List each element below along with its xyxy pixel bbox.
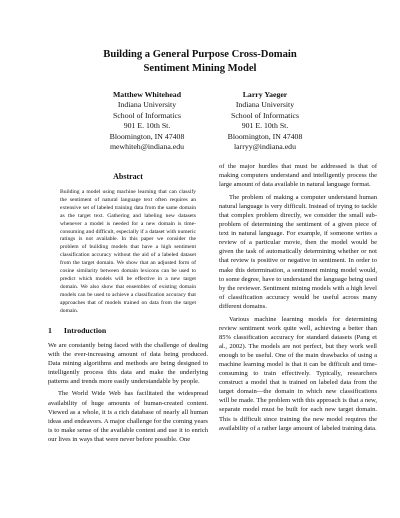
author-city: Bloomington, IN 47408 — [227, 131, 303, 141]
author-affiliation: Indiana University — [117, 100, 177, 110]
abstract-heading: Abstract — [113, 172, 143, 181]
author-block-2 — [190, 90, 340, 152]
right-column — [219, 162, 377, 436]
author-email: mewhiteh@indiana.edu — [109, 142, 185, 152]
section-number: 1 — [48, 325, 52, 335]
author-name: Matthew Whitehead — [112, 90, 182, 99]
paragraph: of the major hurdles that must be addressed is that of making computers understand and intelligently process the large amount of data available in natural language format. — [219, 163, 377, 189]
paragraph: The problem of making a computer understand human natural language is very difficult. Instead of trying to tackle that complex problem directly, we consider the small sub-problem of determining the sentiment of a given piece of text in natural language. For example, if someone writes a review of a particular movie, then the model would be given the task of automatically determining whether or not that review is positive or negative in sentiment. In order to make this determination, a sentiment mining model would, to some degree, have to understand the language being used by the reviewer. Sentiment mining models with a high level of classification accuracy would be useful across many different domains. — [219, 193, 377, 310]
section-title: Introduction — [63, 325, 107, 335]
author-street: 901 E. 10th St. — [241, 121, 289, 131]
section-heading — [48, 326, 208, 336]
paragraph: Various machine learning models for determining review sentiment work quite well, achieving a better than 85% classification accuracy for standard datasets (Pang et al., 2002). The models are not perfect, but they work well enough to be useful. One of the main drawbacks of using a machine learning model is that it can be difficult and time-consuming to train effectively. Typically, researchers construct a model that is trained on labeled data from the target domain—the domain in which new classifications will be made. The problem with this approach is that a new, separate model must be built for each new target domain. This is difficult since training the new model requires the availability of a rather large amount of labeled training data. — [219, 315, 377, 432]
title-line-1: Building a General Purpose Cross-Domain — [103, 49, 297, 60]
author-street: 901 E. 10th St. — [123, 121, 171, 131]
author-city: Bloomington, IN 47408 — [109, 131, 185, 141]
paper-title — [0, 48, 400, 76]
paragraph: We are constantly being faced with the challenge of dealing with the ever-increasing amount of data being produced. Data mining algorithms and methods are being designed to intelligently process this data and make the underlying patterns and trends more easily understandable by people. — [48, 341, 208, 385]
author-name: Larry Yaeger — [242, 90, 288, 99]
left-column — [48, 162, 208, 448]
abstract-text: Building a model using machine learning that can classify the sentiment of natural language text often requires an extensive set of labeled training data from the same domain as the target text. Gathering and labeling new datasets whenever a model is needed for a new domain is time-consuming and difficult, especially if a dataset with numeric ratings is not available. In this paper we consider the problem of building models that have a high sentiment classification accuracy without the aid of a labeled dataset from the target domain. We show that an adjusted form of cosine similarity between domain lexicons can be used to predict which models will be effective in a new target domain. We also show that ensembles of existing domain models can be used to achieve a classification accuracy that approaches that of models trained on data from the target domain. — [60, 189, 196, 314]
author-school: School of Informatics — [113, 110, 181, 120]
author-affiliation: Indiana University — [235, 100, 295, 110]
paragraph: The World Wide Web has facilitated the widespread availability of huge amounts of human-created content. Viewed as a whole, it is a rich database of nearly all human ideas and endeavors. A major challenge for the coming years is to make sense of the available content and use it to enrich our lives in ways that were never before possible. One — [48, 390, 208, 443]
author-email: larryy@indiana.edu — [234, 142, 296, 152]
title-line-2: Sentiment Mining Model — [143, 63, 257, 74]
author-school: School of Informatics — [231, 110, 299, 120]
